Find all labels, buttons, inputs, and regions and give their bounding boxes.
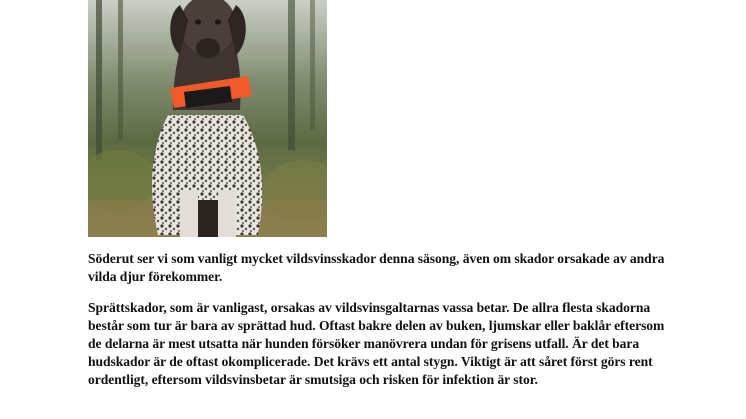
paragraph-1: Söderut ser vi som vanligt mycket vildsvinsskador denna säsong, även om skador orsakade av andra vilda djur förekommer. bbox=[88, 251, 665, 284]
dog-left-leg bbox=[180, 190, 198, 237]
dog-muzzle bbox=[196, 38, 220, 58]
dog-photo bbox=[88, 0, 327, 237]
dog-right-leg bbox=[218, 190, 236, 237]
paragraph-2: Sprättskador, som är vanligast, orsakas av vildsvinsgaltarnas vassa betar. De allra flesta skadorna består som tur är bara av sprättad hud. Oftast bakre delen av buken, ljumskar eller baklår eftersom de delarna är mest utsatta när hunden försöker manövrera undan för grisens utfall. Är det bara hudskador är de oftast okomplicerade. Det krävs ett antal stygn. Viktigt är att såret först görs rent ordentligt, eftersom vildsvinsbetar är smutsiga och risken för infektion är stor. bbox=[88, 300, 665, 387]
dog-photo-illustration bbox=[88, 0, 327, 237]
